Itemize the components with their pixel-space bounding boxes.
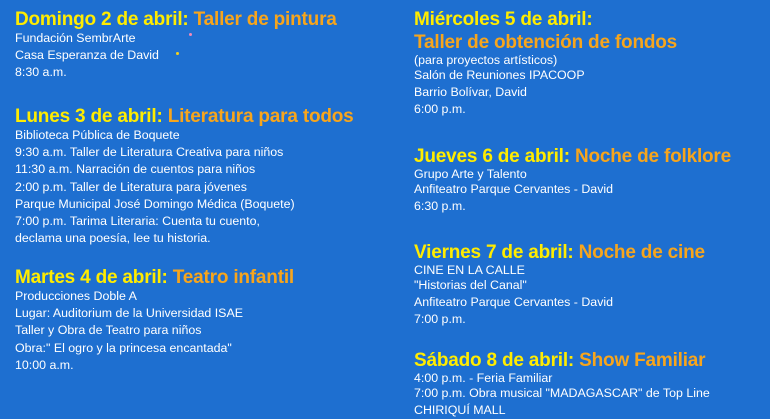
event-detail-line: 11:30 a.m. Narración de cuentos para niños: [15, 162, 256, 177]
event-sabado: [414, 351, 710, 419]
event-detail-line: Fundación SembrArte: [15, 31, 136, 45]
event-detail-line: Barrio Bolívar, David: [414, 85, 527, 100]
event-detail-line: "Historias del Canal": [414, 278, 527, 292]
event-jueves: [414, 147, 731, 215]
event-detail-line: 7:00 p.m. Obra musical "MADAGASCAR" de Top Line: [414, 386, 710, 400]
event-date: Lunes 3 de abril:: [15, 106, 163, 127]
event-detail-line: Casa Esperanza de David: [15, 48, 159, 63]
event-date-heading: [414, 10, 677, 30]
event-domingo: [15, 10, 337, 82]
event-miercoles: [414, 10, 677, 119]
event-martes: [15, 268, 294, 374]
event-heading: [15, 10, 337, 30]
event-date: Viernes 7 de abril:: [414, 242, 574, 263]
event-detail-line: declama una poesía, lee tu historia.: [15, 231, 211, 246]
event-detail-line: 4:00 p.m. - Feria Familiar: [414, 371, 553, 385]
event-detail-line: Obra:" El ogro y la princesa encantada": [15, 340, 232, 355]
event-detail-line: 10:00 a.m.: [15, 357, 74, 372]
event-detail-line: 8:30 a.m.: [15, 65, 67, 80]
event-date: Miércoles 5 de abril:: [414, 9, 593, 30]
event-heading: [414, 351, 710, 371]
event-detail-line: Biblioteca Pública de Boquete: [15, 128, 180, 142]
confetti-dot: [189, 33, 192, 36]
event-heading: [15, 268, 294, 288]
event-detail-line: 7:00 p.m.: [414, 312, 466, 327]
event-detail-line: Producciones Doble A: [15, 289, 137, 303]
event-detail-line: (para proyectos artísticos): [414, 53, 558, 67]
event-date: Sábado 8 de abril:: [414, 350, 575, 371]
event-detail-line: 9:30 a.m. Taller de Literatura Creativa para niños: [15, 145, 284, 160]
confetti-dot: [176, 52, 179, 55]
event-detail-line: Grupo Arte y Talento: [414, 167, 527, 181]
event-heading: [15, 107, 354, 127]
event-date: Martes 4 de abril:: [15, 267, 168, 288]
event-detail-line: CHIRIQUÍ MALL: [414, 403, 506, 418]
event-date: Jueves 6 de abril:: [414, 146, 570, 167]
event-detail-line: 6:30 p.m.: [414, 199, 466, 214]
event-date: Domingo 2 de abril:: [15, 9, 189, 30]
event-title: Noche de folklore: [574, 146, 731, 167]
event-title: Taller de pintura: [193, 9, 337, 30]
event-detail-line: Taller y Obra de Teatro para niños: [15, 323, 202, 338]
event-heading: [414, 147, 731, 167]
event-detail-line: Anfiteatro Parque Cervantes - David: [414, 182, 614, 196]
event-title-heading: [414, 33, 677, 53]
event-title: Show Familiar: [579, 350, 706, 371]
event-heading: [414, 243, 705, 263]
event-lunes: [15, 107, 354, 247]
event-title: Literatura para todos: [167, 106, 354, 127]
event-detail-line: 6:00 p.m.: [414, 102, 466, 117]
event-viernes: [414, 243, 705, 329]
event-detail-line: CINE EN LA CALLE: [414, 263, 525, 277]
event-detail-line: Anfiteatro Parque Cervantes - David: [414, 295, 614, 310]
event-detail-line: Parque Municipal José Domingo Médica (Boquete): [15, 196, 295, 211]
event-title: Noche de cine: [578, 242, 705, 263]
event-detail-line: Lugar: Auditorium de la Universidad ISAE: [15, 306, 243, 321]
event-detail-line: 7:00 p.m. Tarima Literaria: Cuenta tu cuento,: [15, 214, 260, 229]
event-title: Teatro infantil: [172, 267, 294, 288]
event-detail-line: 2:00 p.m. Taller de Literatura para jóvenes: [15, 179, 247, 194]
event-detail-line: Salón de Reuniones IPACOOP: [414, 68, 585, 82]
event-title: Taller de obtención de fondos: [414, 32, 678, 53]
